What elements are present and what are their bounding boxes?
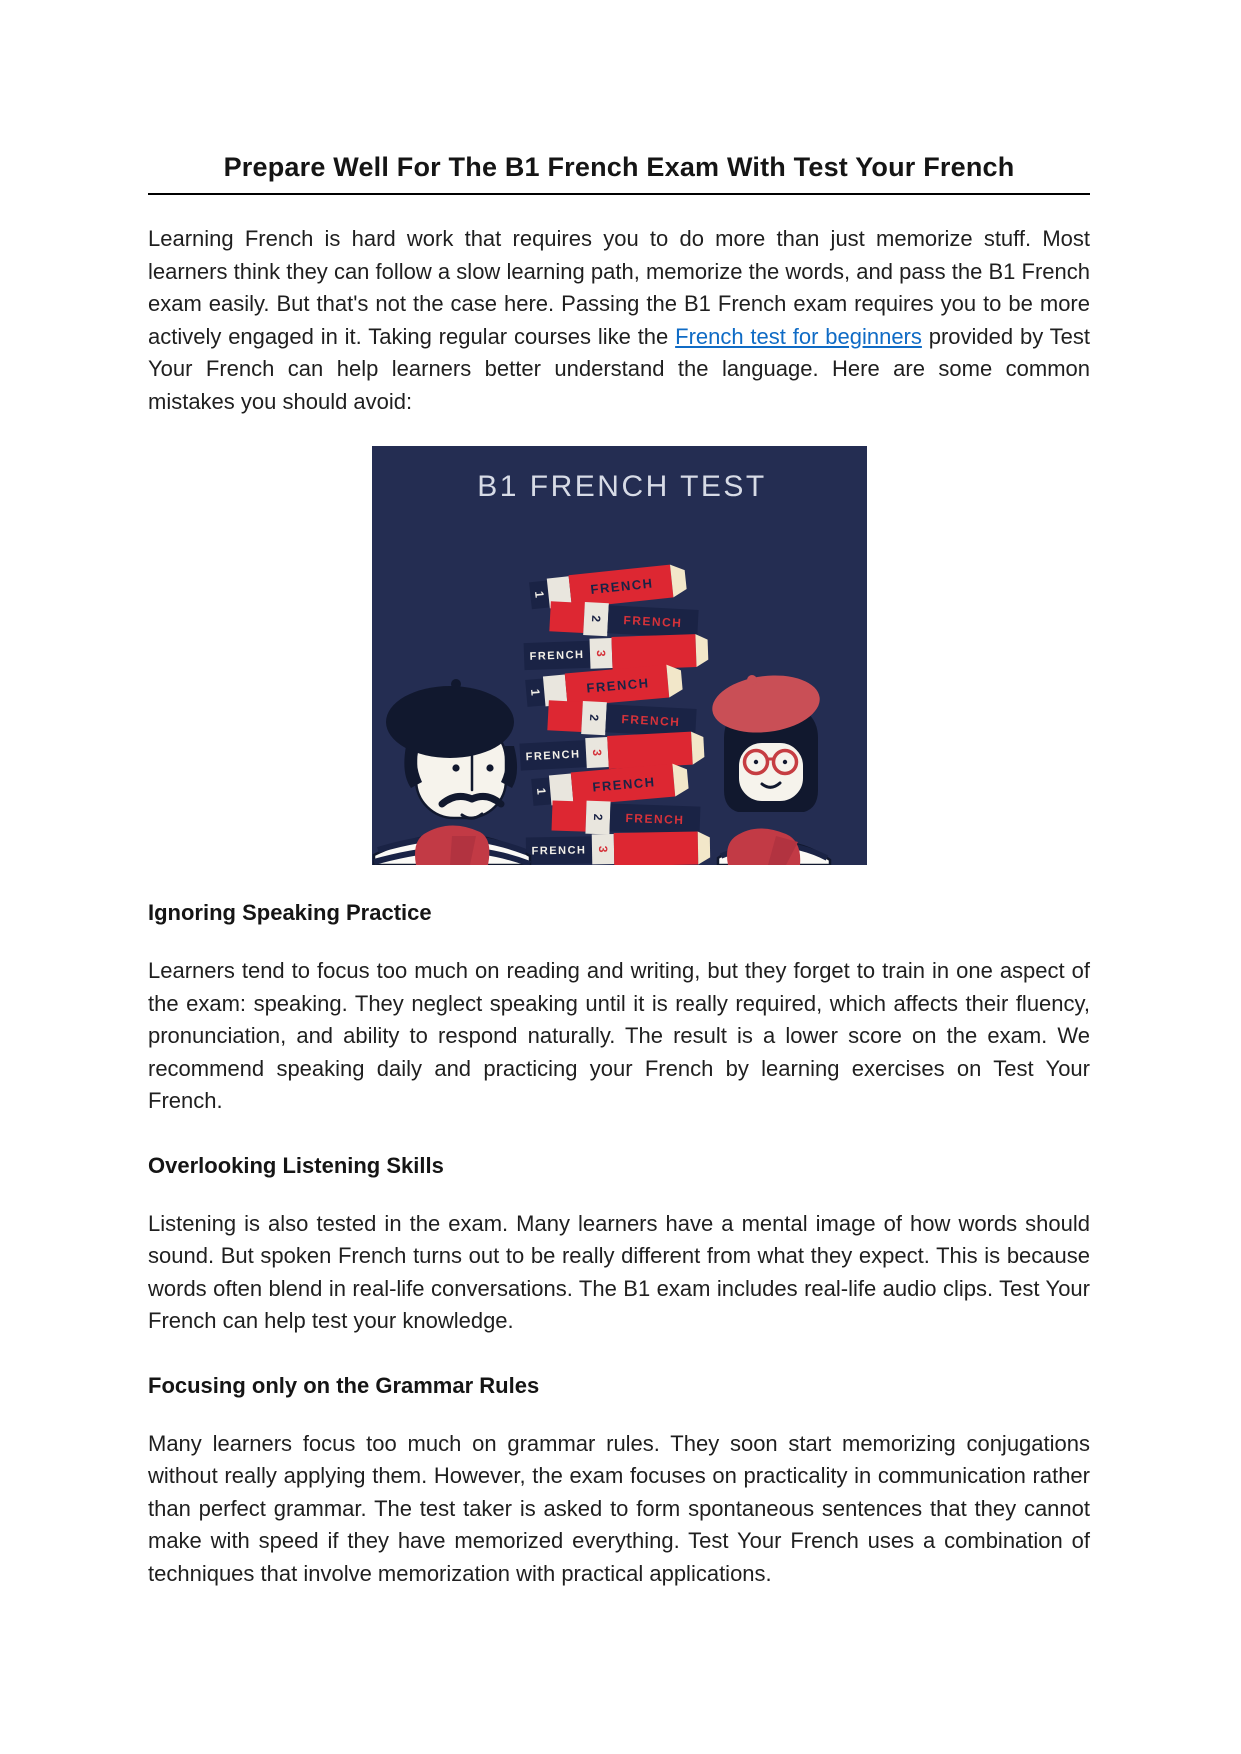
svg-text:FRENCH: FRENCH [531,844,587,858]
section-heading-listening-skills: Overlooking Listening Skills [148,1152,444,1178]
intro-text-after-link: provided by Test Your French can help learners better understand the language. Here are some common mistakes you should avoid: [148,323,1090,414]
svg-text:FRENCH: FRENCH [591,774,656,795]
svg-text:3: 3 [595,845,610,853]
svg-text:FRENCH: FRENCH [528,648,585,663]
svg-text:FRENCH: FRENCH [620,712,681,730]
illustration-container [148,446,1090,865]
french-test-link[interactable]: French test for beginners [675,323,922,349]
page-title: Prepare Well For The B1 French Exam With Test Your French [223,152,1015,182]
svg-text:2: 2 [586,713,601,722]
intro-paragraph [148,223,1090,418]
svg-text:FRENCH: FRENCH [524,748,581,764]
svg-text:2: 2 [590,813,605,821]
svg-text:3: 3 [589,748,604,757]
intro-text-before-link: Learning French is hard work that requires you to do more than just memorize stuff. Most learners think they can follow a slow learning path, memorize the words, and pass the B1 French exam easily. But that's not the case here. Passing the B1 French exam requires you to be more actively engaged in it. Taking regular courses like the [148,226,1090,349]
svg-text:1: 1 [527,688,543,697]
section-paragraph-listening-skills: Listening is also tested in the exam. Many learners have a mental image of how words should sound. But spoken French turns out to be really different from what they expect. This is because words often blend in real-life conversations. The B1 exam includes real-life audio clips. Test Your French can help test your knowledge. [148,1210,1090,1333]
svg-text:3: 3 [593,649,608,657]
section-heading-grammar-rules: Focusing only on the Grammar Rules [148,1372,540,1398]
svg-text:FRENCH: FRENCH [624,811,685,828]
svg-text:FRENCH: FRENCH [585,675,650,696]
svg-text:1: 1 [531,590,547,599]
svg-text:1: 1 [533,787,549,796]
section-heading-speaking-practice: Ignoring Speaking Practice [148,900,432,925]
svg-text:FRENCH: FRENCH [589,575,654,598]
b1-french-test-illustration [372,446,867,865]
svg-text:FRENCH: FRENCH [622,613,683,631]
svg-text:2: 2 [588,614,603,623]
illustration-caption: B1 FRENCH TEST [476,470,767,503]
section-paragraph-grammar-rules: Many learners focus too much on grammar rules. They soon start memorizing conjugations without really applying them. However, the exam focuses on practicality in communication rather than perfect grammar. The test taker is asked to form spontaneous sentences that they cannot make with speed if they have memorized everything. Test Your French uses a combination of techniques that involve memorization with practical applications. [148,1430,1090,1586]
section-paragraph-speaking-practice: Learners tend to focus too much on reading and writing, but they forget to train in one aspect of the exam: speaking. They neglect speaking until it is really required, which affects their fluency, pronunciation, and ability to respond naturally. The result is a lower score on the exam. We recommend speaking daily and practicing your French by learning exercises on Test Your French. [148,958,1090,1113]
title-divider [148,193,1090,195]
